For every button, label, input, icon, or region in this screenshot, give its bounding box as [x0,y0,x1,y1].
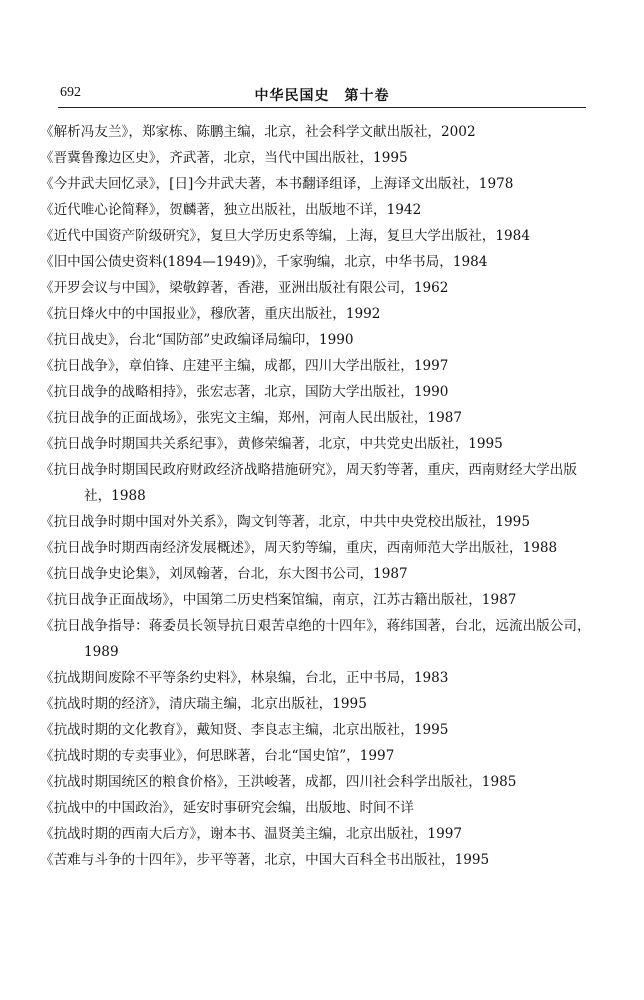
bibliography-list [40,119,592,873]
bibliography-entry: 《近代中国资产阶级研究》，复旦大学历史系等编，上海，复旦大学出版社，1984 [40,228,530,244]
bibliography-entry: 《抗日战史》，台北“国防部”史政编译局编印，1990 [40,332,354,348]
bibliography-entry: 《抗日战争》，章伯锋、庄建平主编，成都，四川大学出版社，1997 [40,358,449,374]
bibliography-entry: 《近代唯心论简释》，贺麟著，独立出版社，出版地不详，1942 [40,202,422,218]
bibliography-entry: 《抗战时期的文化教育》，戴知贤、李良志主编，北京出版社，1995 [40,722,449,738]
bibliography-entry: 《抗日烽火中的中国报业》，穆欣著，重庆出版社，1992 [40,306,381,322]
bibliography-entry: 《开罗会议与中国》，梁敬錞著，香港，亚洲出版社有限公司，1962 [40,280,449,296]
bibliography-entry: 《苦难与斗争的十四年》，步平等著，北京，中国大百科全书出版社，1995 [40,852,490,868]
bibliography-entry: 《抗战时期的专卖事业》，何思眯著，台北“国史馆”，1997 [40,748,395,764]
running-title: 中华民国史 第十卷 [254,88,390,104]
bibliography-entry: 《抗战时期的西南大后方》，谢本书、温贤美主编，北京出版社，1997 [40,826,463,842]
bibliography-entry: 《旧中国公债史资料(1894—1949)》，千家驹编，北京，中华书局，1984 [40,254,488,270]
bibliography-entry: 《抗战时期的经济》，清庆瑞主编，北京出版社，1995 [40,696,367,712]
bibliography-entry: 《抗日战争时期中国对外关系》，陶文钊等著，北京，中共中央党校出版社，1995 [40,514,530,530]
bibliography-entry: 《解析冯友兰》，郑家栋、陈鹏主编，北京，社会科学文献出版社，2002 [40,124,476,140]
bibliography-entry: 《抗日战争的战略相持》，张宏志著，北京，国防大学出版社，1990 [40,384,449,400]
bibliography-entry: 《抗日战争的正面战场》，张宪文主编，郑州，河南人民出版社，1987 [40,410,463,426]
bibliography-entry: 《抗日战争史论集》，刘凤翰著，台北，东大图书公司，1987 [40,566,408,582]
bibliography-entry: 《抗战时期国统区的粮食价格》，王洪峻著，成都，四川社会科学出版社，1985 [40,774,517,790]
bibliography-entry: 《抗日战争时期西南经济发展概述》，周天豹等编，重庆，西南师范大学出版社，1988 [40,540,558,556]
bibliography-entry: 《抗日战争正面战场》，中国第二历史档案馆编，南京，江苏古籍出版社，1987 [40,592,517,608]
bibliography-entry: 《抗日战争时期国民政府财政经济战略措施研究》，周天豹等著，重庆，西南财经大学出版社，1988 [40,462,577,504]
bibliography-entry: 《今井武夫回忆录》，[日]今井武夫著，本书翻译组译，上海译文出版社，1978 [40,176,514,192]
bibliography-entry: 《抗日战争指导：蒋委员长领导抗日艰苦卓绝的十四年》，蒋纬国著，台北，远流出版公司，1989 [40,618,591,660]
bibliography-entry: 《晋冀鲁豫边区史》，齐武著，北京，当代中国出版社，1995 [40,150,408,166]
bibliography-entry: 《抗战期间废除不平等条约史料》，林泉编，台北，正中书局，1983 [40,670,449,686]
bibliography-entry: 《抗日战争时期国共关系纪事》，黄修荣编著，北京，中共党史出版社，1995 [40,436,503,452]
page-header [58,85,586,108]
page-number: 692 [60,85,81,100]
bibliography-entry: 《抗战中的中国政治》，延安时事研究会编，出版地、时间不详 [40,800,414,816]
